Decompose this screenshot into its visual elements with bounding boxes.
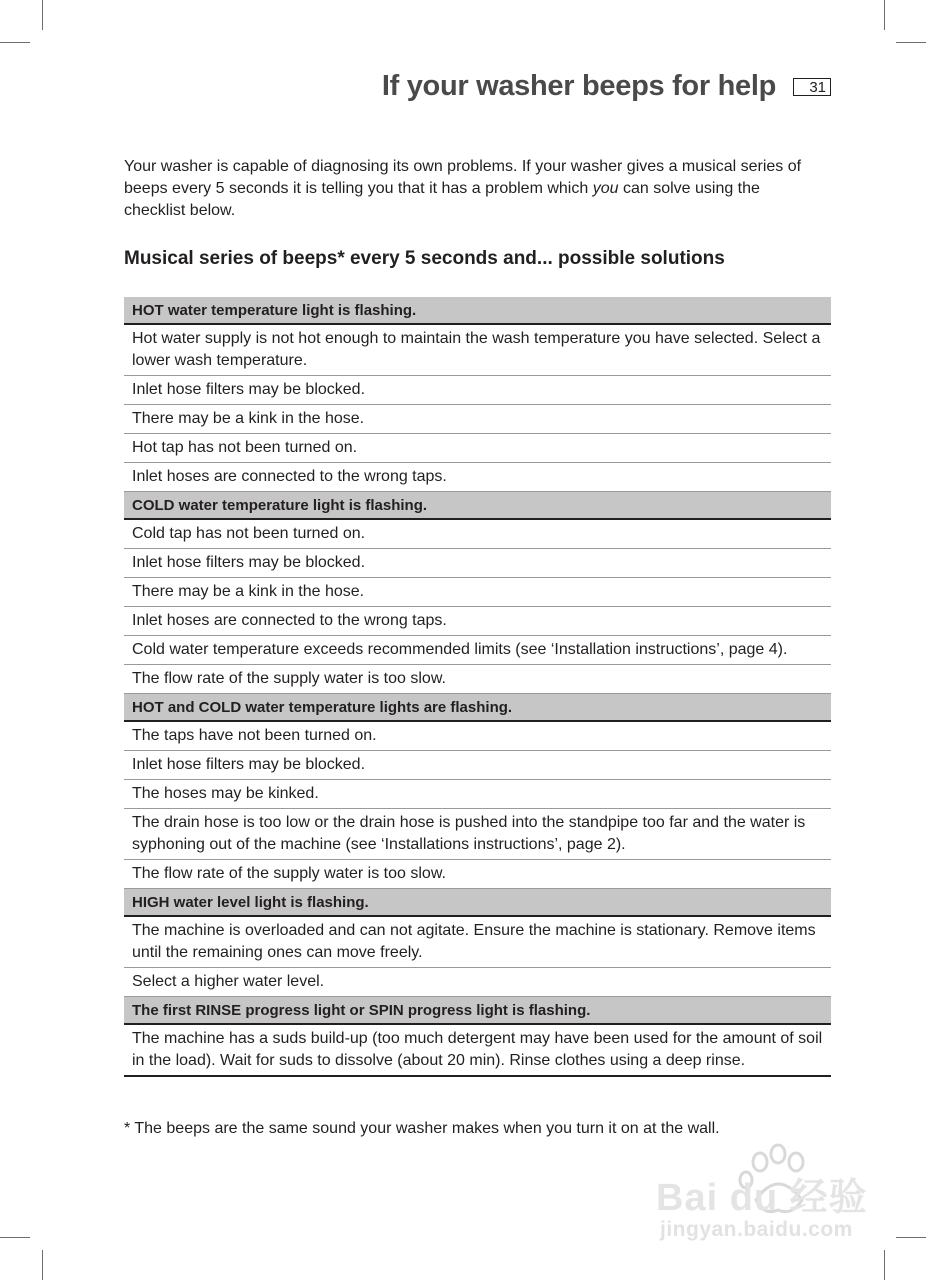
page-title: If your washer beeps for help [381,70,776,102]
checklist-item: Inlet hose filters may be blocked. [124,751,831,780]
intro-text: Your washer is capable of diagnosing its own problems. If your washer gives a musical series of beeps every 5 seconds it is telling you that it has a problem which [124,158,802,197]
checklist-item: Inlet hoses are connected to the wrong taps. [124,607,831,636]
checklist-group [124,694,831,889]
checklist-item: The machine is overloaded and can not agitate. Ensure the machine is stationary. Remove items until the remaining ones can move freely. [124,917,831,968]
crop-mark [42,0,43,30]
crop-mark [896,1237,926,1238]
watermark-brand: Bai du 经验 [656,1177,868,1219]
checklist-group [124,492,831,694]
intro-text-end: can solve using the checklist below. [124,180,760,219]
checklist-heading: HOT water temperature light is flashing. [124,297,831,325]
checklist-item: The flow rate of the supply water is too slow. [124,860,831,889]
watermark-url: jingyan.baidu.com [660,1218,853,1241]
intro-paragraph [124,156,824,222]
crop-mark [0,42,30,43]
checklist-item: The taps have not been turned on. [124,722,831,751]
checklist-heading: COLD water temperature light is flashing. [124,492,831,520]
checklist-item: The flow rate of the supply water is too slow. [124,665,831,694]
intro-emphasis: you [592,180,619,197]
section-heading: Musical series of beeps* every 5 seconds and... possible solutions [124,248,725,269]
checklist-group [124,889,831,997]
checklist-item: Hot tap has not been turned on. [124,434,831,463]
checklist-heading: The first RINSE progress light or SPIN progress light is flashing. [124,997,831,1025]
footnote: * The beeps are the same sound your washer makes when you turn it on at the wall. [124,1120,720,1137]
checklist-item: There may be a kink in the hose. [124,578,831,607]
checklist-item: Inlet hoses are connected to the wrong taps. [124,463,831,492]
checklist-heading: HOT and COLD water temperature lights are flashing. [124,694,831,722]
crop-mark [42,1250,43,1280]
checklist-group [124,297,831,492]
checklist-item: The drain hose is too low or the drain hose is pushed into the standpipe too far and the water is syphoning out of the machine (see ‘Installations instructions’, page 2). [124,809,831,860]
crop-mark [0,1237,30,1238]
checklist-item: The machine has a suds build-up (too much detergent may have been used for the amount of soil in the load). Wait for suds to dissolve (about 20 min). Rinse clothes using a deep rinse. [132,1030,823,1069]
crop-mark [884,0,885,30]
page-number: 31 [793,78,831,96]
checklist-heading: HIGH water level light is flashing. [124,889,831,917]
checklist-item: Inlet hose filters may be blocked. [124,549,831,578]
crop-mark [884,1250,885,1280]
checklist-item: Cold tap has not been turned on. [124,520,831,549]
checklist-item: The hoses may be kinked. [124,780,831,809]
checklist-item: Hot water supply is not hot enough to maintain the wash temperature you have selected. Select a lower wash temperature. [124,325,831,376]
checklist-item: Cold water temperature exceeds recommended limits (see ‘Installation instructions’, page 4). [124,636,831,665]
crop-mark [896,42,926,43]
checklist-item: There may be a kink in the hose. [124,405,831,434]
checklist-item: Inlet hose filters may be blocked. [124,376,831,405]
troubleshooting-table [124,297,831,1077]
checklist-group [124,997,831,1075]
checklist-item: Select a higher water level. [124,968,831,997]
